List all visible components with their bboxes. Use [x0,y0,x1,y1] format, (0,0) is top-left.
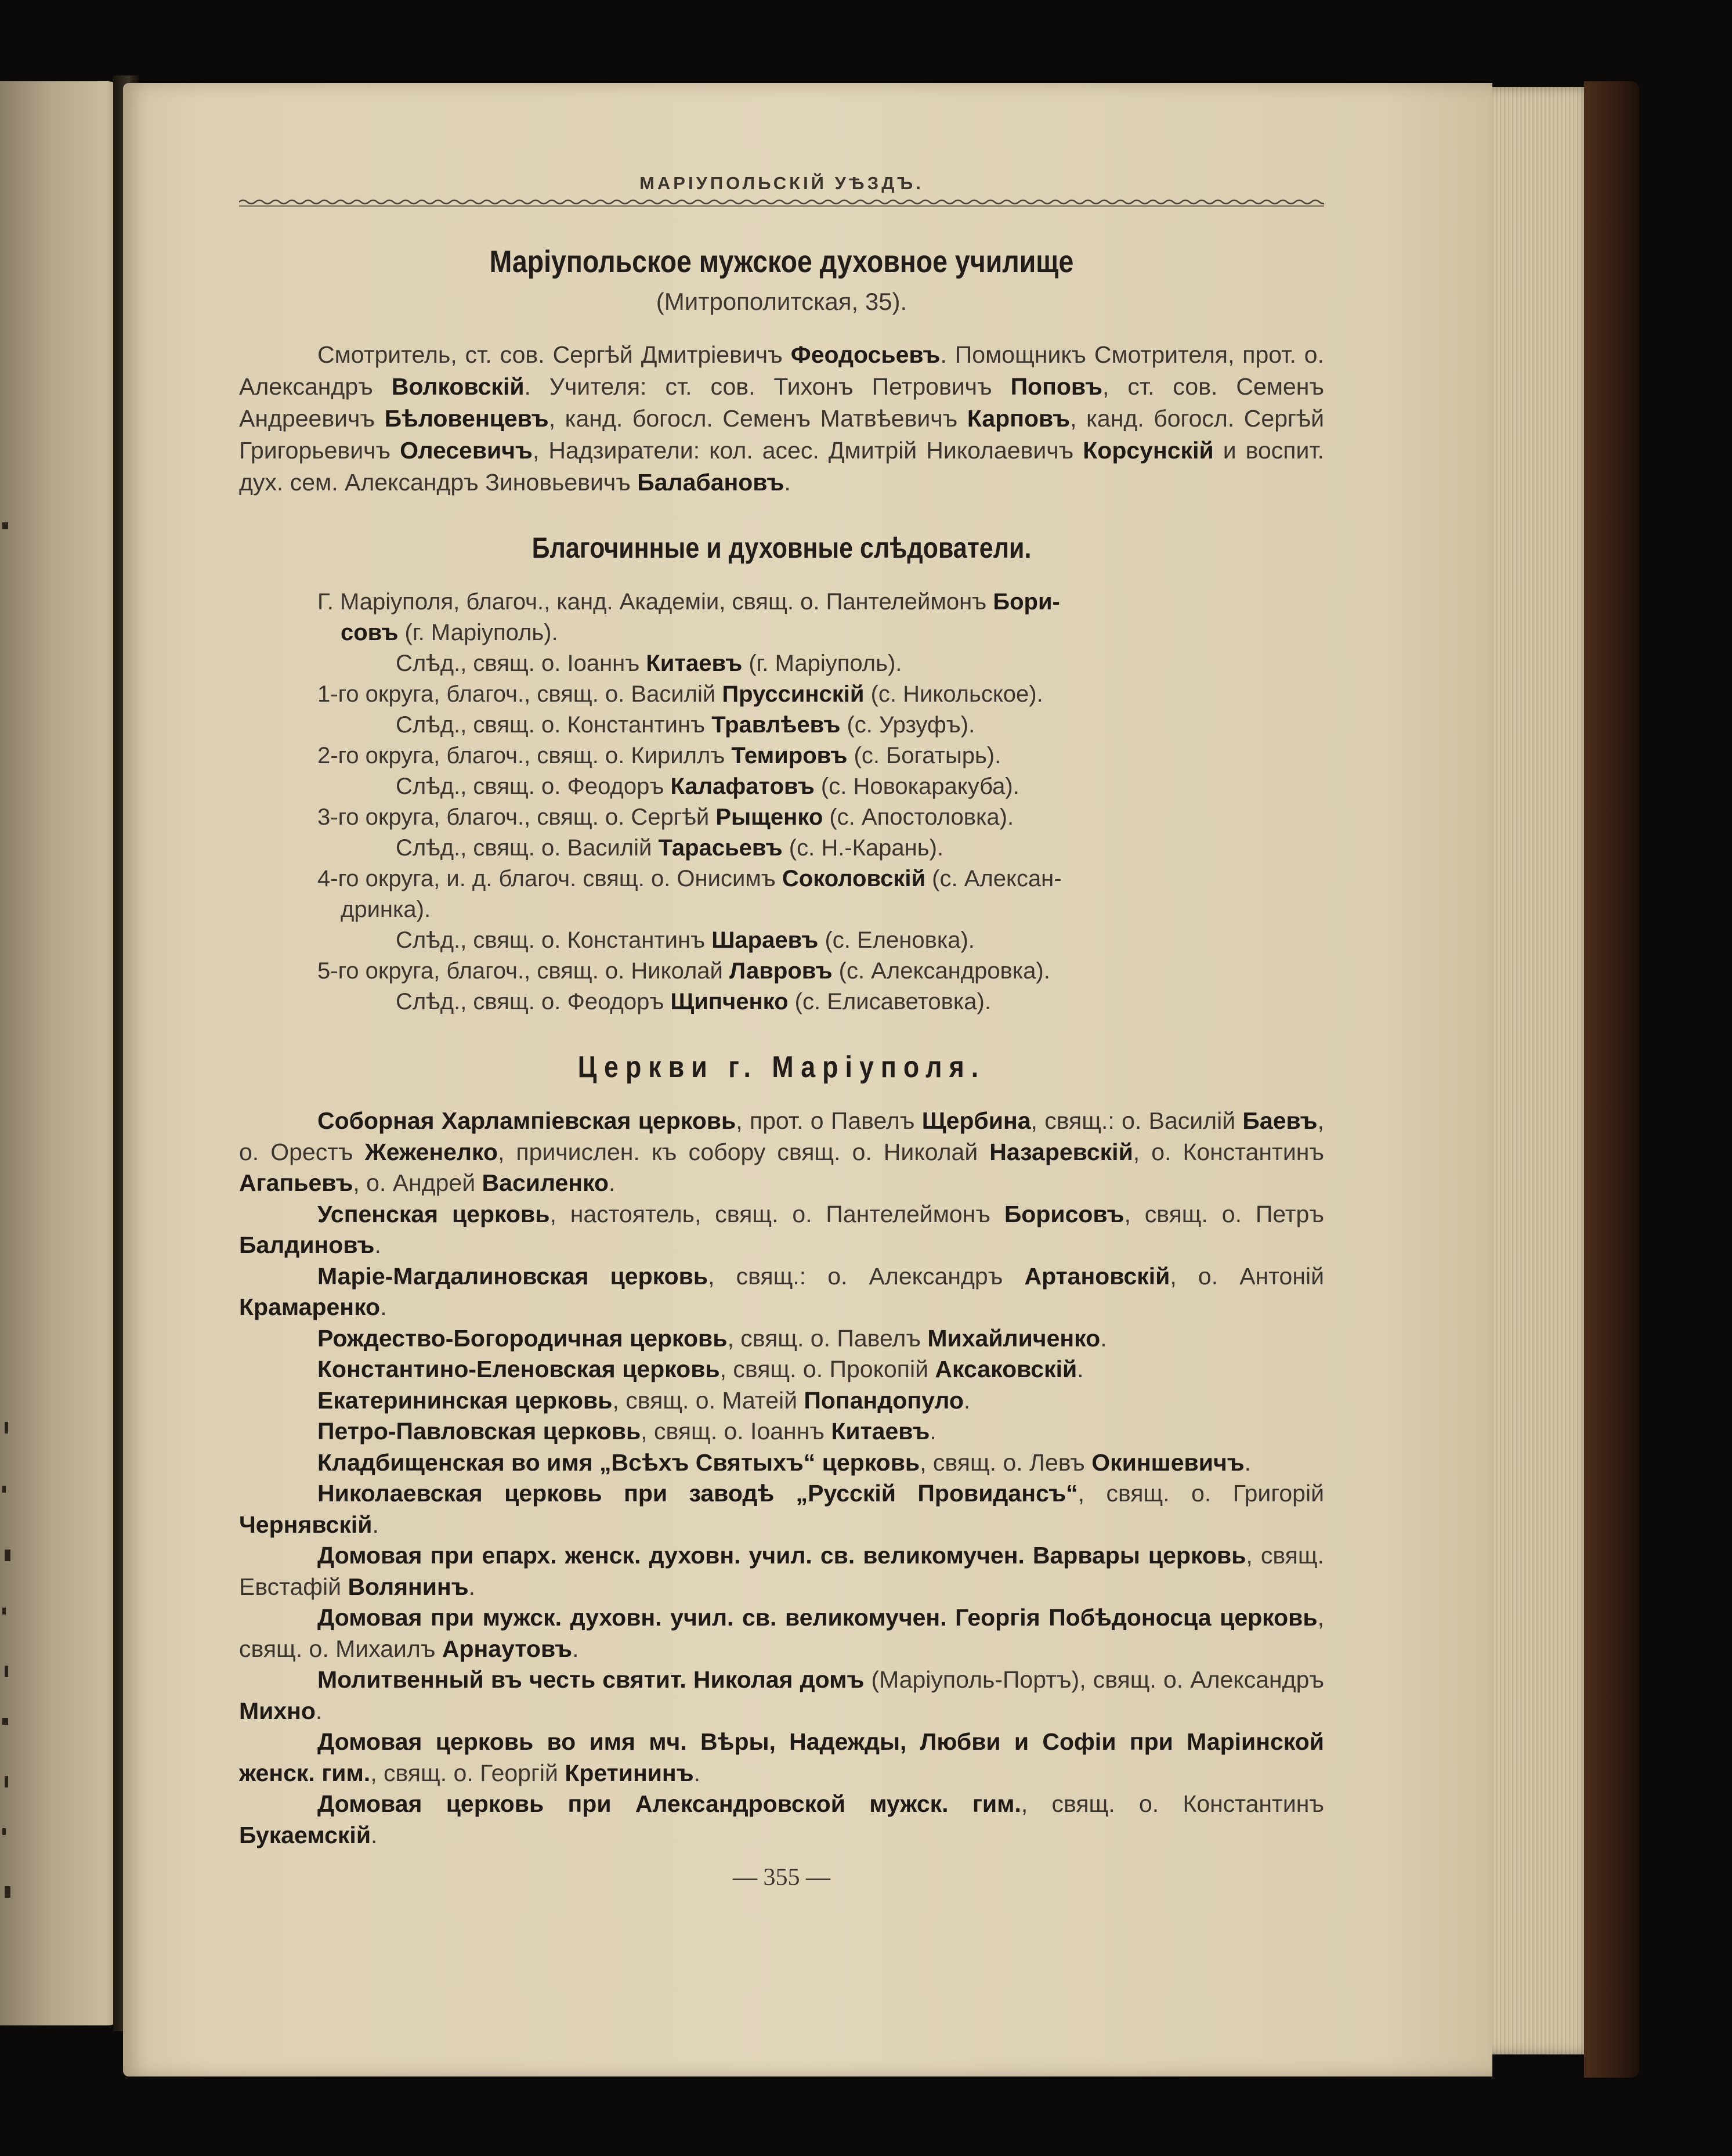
school-address: (Митрополитская, 35). [656,288,907,315]
name-bold: Арнаутовъ [442,1635,573,1662]
left-page-mark [5,1886,10,1898]
text-run: 1-го округа, благоч., свящ. о. Василій [317,681,722,707]
dean-line [239,956,1324,987]
dean-line [239,802,1324,833]
name-bold: Букаемскій [239,1821,371,1848]
text-run: , Надзиратели: кол. асес. Дмитрій Николаевичъ [532,437,1083,464]
churches-list [239,1106,1324,1851]
text-run: Слѣд., свящ. о. Феодоръ [396,774,671,799]
name-bold: Темировъ [731,743,848,768]
text-run: . [1244,1449,1252,1476]
text-run: . [315,1697,323,1724]
staff-paragraph [239,339,1324,499]
name-bold: Тарасьевъ [658,835,783,861]
text-run: Слѣд., свящ. о. Константинъ [396,927,712,953]
name-bold: Жеженелко [364,1138,498,1165]
name-bold: Щербина [921,1107,1031,1134]
church-entry [239,1261,1324,1323]
text-run: , свящ. о. Павелъ [727,1324,928,1352]
deans-list [239,587,1324,1017]
text-run: , свящ. о. Левъ [920,1449,1092,1476]
text-run: Слѣд., свящ. о. Іоаннъ [396,651,646,676]
name-bold: совъ [341,620,399,645]
text-run: , свящ. о. Григорій [1077,1480,1324,1507]
left-page-mark [2,1828,6,1835]
name-bold: Михайличенко [927,1324,1101,1352]
text-run: . [372,1511,379,1538]
text-run: , свящ.: о. Александръ [708,1262,1025,1290]
left-page-mark [5,1776,8,1787]
text-run: , свящ.: о. Василій [1030,1107,1243,1134]
text-run: , свящ. о. Георгій [370,1759,565,1786]
name-bold: Соборная Харлампіевская церковь [317,1107,736,1134]
text-run: . [609,1169,616,1196]
section-title-churches: Церкви г. Маріуполя. [577,1050,986,1084]
text-run: . [693,1759,700,1786]
name-bold: Молитвенный въ честь святит. Николая домъ [317,1666,865,1693]
text-run: Слѣд., свящ. о. Константинъ [396,712,712,738]
name-bold: Окиншевичъ [1091,1449,1245,1476]
name-bold: Китаевъ [646,651,743,676]
text-run: (г. Маріуполь). [742,651,902,676]
name-bold: Домовая при епарх. женск. духовн. учил. св. великомучен. Варвары церковь [317,1542,1246,1569]
church-entry [239,1727,1324,1789]
text-run: (с. Александровка). [832,958,1050,984]
church-entry [239,1106,1324,1199]
text-run: (с. Елисаветовка). [788,989,991,1014]
text-run: , свящ. о. Прокопій [719,1356,935,1382]
name-bold: Крамаренко [239,1294,381,1320]
text-run: и воспит. дух. сем. Александръ Зиновьевичъ [239,437,1324,496]
investigator-line [239,925,1324,956]
text-run: . [930,1418,936,1444]
text-run: , свящ. о. Константинъ [1021,1790,1324,1817]
text-run: . [374,1232,381,1258]
text-run: (с. Никольское). [864,681,1043,707]
text-run: , прот. о Павелъ [736,1107,922,1134]
name-bold: Николаевская церковь при заводѣ „Русскій Провидансъ“ [317,1480,1078,1507]
dean-line [239,587,1324,617]
left-page-edge [0,81,125,2025]
name-bold: Китаевъ [831,1418,930,1444]
name-bold: Травлѣевъ [711,712,841,738]
investigator-line [239,710,1324,741]
text-run: . [963,1386,971,1414]
left-page-mark [5,1666,8,1677]
name-bold: Корсунскій [1083,437,1214,464]
name-bold: Бори- [993,589,1060,615]
name-bold: Соколовскій [782,866,926,891]
name-bold: Екатерининская церковь [317,1386,613,1414]
investigator-line [239,833,1324,864]
dean-line [239,617,1324,648]
name-bold: Лавровъ [729,958,833,984]
section-title-deans: Благочинные и духовные слѣдователи. [531,532,1032,564]
text-run: 4-го округа, и. д. благоч. свящ. о. Онисимъ [317,866,782,891]
book-cover [1584,81,1639,2078]
name-bold: Артановскій [1024,1262,1170,1290]
text-run: , свящ. о. Матеій [612,1386,804,1414]
left-page-text-fragments [0,81,125,2025]
name-bold: Рождество-Богородичная церковь [317,1324,728,1352]
page-content [239,173,1324,1891]
name-bold: Борисовъ [1004,1200,1124,1227]
text-run: . [784,469,791,496]
text-run: (с. Алексан- [925,866,1062,891]
dean-line [239,741,1324,771]
text-run: . [572,1635,579,1662]
text-run: (с. Еленовка). [818,927,975,953]
church-entry [239,1199,1324,1261]
text-run: Смотритель, ст. сов. Сергѣй Дмитріевичъ [317,341,791,368]
text-run: . [371,1821,378,1848]
left-page-mark [2,1718,8,1725]
name-bold: Рыщенко [715,804,823,830]
name-bold: Феодосьевъ [790,341,941,368]
name-bold: Домовая при мужск. духовн. учил. св. великомучен. Георгія Побѣдоносца церковь [317,1604,1318,1631]
left-page-mark [2,522,8,529]
section-title-school: Маріупольское мужское духовное училище [489,244,1074,279]
church-entry [239,1385,1324,1417]
church-entry [239,1664,1324,1727]
name-bold: Шараевъ [711,927,819,953]
name-bold: Кретининъ [565,1759,694,1786]
text-run: Слѣд., свящ. о. Феодоръ [396,989,671,1014]
church-entry [239,1323,1324,1355]
text-run: (с. Урзуфъ). [840,712,975,738]
name-bold: Баевъ [1242,1107,1318,1134]
name-bold: Аксаковскій [935,1356,1077,1382]
dean-line [239,679,1324,710]
name-bold: Пруссинскій [722,681,865,707]
text-run: 3-го округа, благоч., свящ. о. Сергѣй [317,804,716,830]
text-run: (с. Н.-Карань). [782,835,944,861]
dean-line [239,894,1324,925]
name-bold: Волянинъ [348,1573,469,1600]
left-page-mark [5,1550,10,1561]
church-entry [239,1540,1324,1602]
name-bold: Агапьевъ [239,1169,353,1196]
text-run: . [380,1294,387,1320]
text-run: 2-го округа, благоч., свящ. о. Кириллъ [317,743,732,768]
text-run: (г. Маріуполь). [398,620,558,645]
investigator-line [239,987,1324,1017]
name-bold: Карповъ [967,405,1071,432]
name-bold: Попандопуло [804,1386,964,1414]
text-run: . [468,1573,476,1600]
text-run: , о. Антоній [1170,1262,1325,1290]
name-bold: Калафатовъ [670,774,815,799]
name-bold: Поповъ [1010,373,1102,400]
text-run: (Маріуполь-Портъ), свящ. о. Александръ [864,1666,1325,1693]
school-staff-paragraph [239,339,1324,499]
church-entry [239,1478,1324,1540]
text-run: . Учителя: ст. сов. Тихонъ Петровичъ [524,373,1011,400]
text-run: (с. Апостоловка). [823,804,1014,830]
name-bold: Щипченко [670,989,789,1014]
text-run: , о. Константинъ [1133,1138,1324,1165]
running-head: МАРІУПОЛЬСКІЙ УѢЗДЪ. [639,173,924,193]
left-page-mark [5,1422,8,1433]
name-bold: Назаревскій [989,1138,1133,1165]
text-run: , канд. богосл. Сергѣй Григорьевичъ [239,405,1324,464]
text-run: (с. Богатырь). [847,743,1001,768]
text-run: Слѣд., свящ. о. Василій [396,835,659,861]
church-entry [239,1416,1324,1447]
text-run: , свящ. о. Михаилъ [239,1604,1324,1662]
investigator-line [239,648,1324,679]
church-entry [239,1447,1324,1479]
name-bold: Петро-Павловская церковь [317,1418,641,1444]
name-bold: Бѣловенцевъ [384,405,549,432]
left-page-mark [2,1608,6,1615]
name-bold: Кладбищенская во имя „Всѣхъ Святыхъ“ церковь [317,1449,920,1476]
name-bold: Домовая церковь при Александровской мужск. гим. [317,1790,1021,1817]
name-bold: Домовая церковь во имя мч. Вѣры, Надежды, Любви и Софіи при Маріинской женск. гим. [239,1728,1324,1786]
wavy-rule [239,197,1324,210]
text-run: , свящ. о. Іоаннъ [641,1418,831,1444]
church-entry [239,1789,1324,1851]
name-bold: Чернявскій [239,1511,373,1538]
name-bold: Василенко [482,1169,609,1196]
name-bold: Олесевичъ [400,437,533,464]
text-run: , канд. богосл. Семенъ Матвѣевичъ [548,405,967,432]
text-run: . Помощникъ Смотрителя, прот. о. Александръ [239,341,1324,400]
name-bold: Волковскій [391,373,525,400]
text-run: , свящ. о. Петръ [1124,1200,1324,1227]
text-run: (с. Новокаракуба). [814,774,1019,799]
text-run: . [1100,1324,1107,1352]
text-run: Г. Маріуполя, благоч., канд. Академіи, свящ. о. Пантелеймонъ [317,589,993,615]
text-run: дринка). [341,897,431,922]
text-run: . [1077,1356,1084,1382]
name-bold: Константино-Еленовская церковь [317,1356,720,1382]
text-run: , ст. сов. Семенъ Андреевичъ [239,373,1324,432]
name-bold: Балдиновъ [239,1232,375,1258]
text-run: , о. Орестъ [239,1107,1324,1165]
dean-line [239,864,1324,894]
church-entry [239,1354,1324,1385]
text-run: , настоятель, свящ. о. Пантелеймонъ [549,1200,1004,1227]
left-page-mark [2,1486,6,1493]
investigator-line [239,771,1324,802]
text-run: 5-го округа, благоч., свящ. о. Николай [317,958,729,984]
text-run: , о. Андрей [353,1169,482,1196]
text-run: , свящ. Евстафій [239,1542,1324,1600]
name-bold: Михно [239,1697,316,1724]
name-bold: Успенская церковь [317,1200,550,1227]
church-entry [239,1602,1324,1664]
name-bold: Маріе-Магдалиновская церковь [317,1262,708,1290]
text-run: , причислен. къ собору свящ. о. Николай [497,1138,990,1165]
name-bold: Балабановъ [637,469,784,496]
page-number: — 355 — [733,1864,830,1891]
